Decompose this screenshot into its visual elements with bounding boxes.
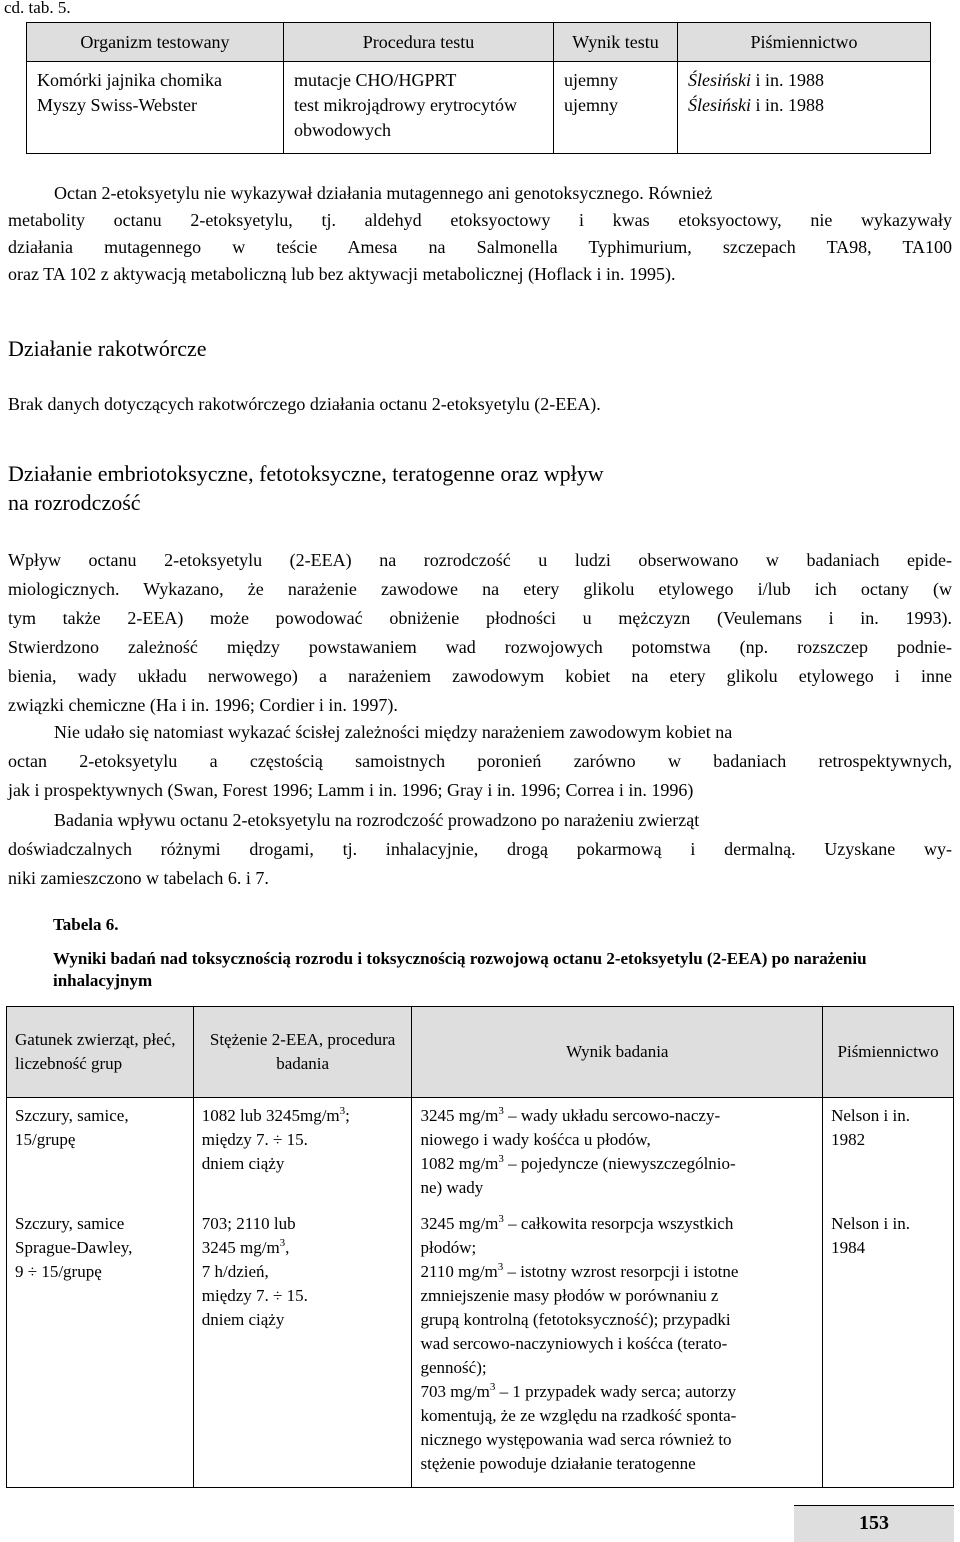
column-header: Wynik badania xyxy=(412,1007,823,1098)
column-header: Piśmiennictwo xyxy=(823,1007,954,1098)
exposure-cell: 703; 2110 lub 3245 $mg/m^3$, 7 h/dzień, między 7. ÷ 15. dniem ciąży xyxy=(193,1206,412,1488)
table-header-row xyxy=(27,23,931,62)
paragraph-abortion: Nie udało się natomiast wykazać ścisłej zależności między narażeniem zawodowym kobiet na octan 2-etoksyetylu a częstością samoistnych poronień zarówno w badaniach retrospektywnych, jak i prospektywnych (Swan, Forest 1996; Lamm i in. 1996; Gray i in. 1996; Correa i in. 1996) xyxy=(8,722,952,800)
organism-cell xyxy=(27,62,284,154)
species-cell: Szczury, samice, 15/grupę xyxy=(7,1098,194,1207)
paragraph-animal-studies: Badania wpływu octanu 2-etoksyetylu na rozrodczość prowadzono po narażeniu zwierząt doświadczalnych różnymi drogami, tj. inhalacyjnie, drogą pokarmową i dermalną. Uzyskane wy- niki zamieszczono w tabelach 6. i 7. xyxy=(8,810,952,888)
column-header: Procedura testu xyxy=(284,23,554,62)
table-row xyxy=(7,1098,954,1207)
result-value: ujemny xyxy=(564,70,618,90)
page-number-rule xyxy=(794,1505,954,1506)
paragraph-carcinogenic: Brak danych dotyczących rakotwórczego działania octanu 2-etoksyetylu (2-EEA). xyxy=(8,394,601,414)
reference-cell xyxy=(678,62,931,154)
organism-value: Myszy Swiss-Webster xyxy=(37,95,198,115)
result-value: ujemny xyxy=(564,95,618,115)
column-header: Gatunek zwierząt, płeć, liczebność grup xyxy=(7,1007,194,1098)
table-row xyxy=(27,62,931,154)
table-6-label: Tabela 6. xyxy=(53,915,119,934)
table-6 xyxy=(6,1006,954,1488)
exposure-cell: 1082 lub $3245mg/m^3$; między 7. ÷ 15. dniem ciąży xyxy=(193,1098,412,1207)
procedure-value: mutacje CHO/HGPRT xyxy=(294,70,457,90)
procedure-cell xyxy=(284,62,554,154)
procedure-value: obwodowych xyxy=(294,120,391,140)
result-cell: 3245 $mg/m^3$ – wady układu sercowo-naczy- niowego i wady kośćca u płodów, 1082 $mg/m^3$ – pojedyncze (niewyszczególnio- ne) wady xyxy=(412,1098,823,1207)
page-number: 153 xyxy=(794,1505,954,1542)
paragraph-mutagenicity: Octan 2-etoksyetylu nie wykazywał działania mutagennego ani genotoksycznego. Również metabolity octanu 2-etoksyetylu, tj. aldehyd etoksyoctowy i kwas etoksyoctowy, nie wykazywały działania mutagennego w teście Amesa na Salmonella Typhimurium, szczepach TA98, TA100 oraz TA 102 z aktywacją metaboliczną lub bez aktywacji metabolicznej (Hoflack i in. 1995). xyxy=(8,183,952,284)
reference-value: Ślesiński i in. 1988 xyxy=(688,70,825,90)
table-5-continuation xyxy=(26,22,931,154)
section-heading-carcinogenic: Działanie rakotwórcze xyxy=(8,336,207,361)
table-header-row xyxy=(7,1007,954,1098)
column-header: Wynik testu xyxy=(554,23,678,62)
continuation-label: cd. tab. 5. xyxy=(4,0,71,17)
paragraph-reproductive-humans: Wpływ octanu 2-etoksyetylu (2-EEA) na rozrodczość u ludzi obserwowano w badaniach epide- miologicznych. Wykazano, że narażenie zawodowe na etery glikolu etylowego i/lub ich octany (w tym także 2-EEA) może powodować obniżenie płodności u mężczyzn (Veulemans i in. 1993). Stwierdzono zależność między powstawaniem wad rozwojowych potomstwa (np. rozszczep podnie- bienia, wady układu nerwowego) a narażeniem zawodowym kobiet na etery glikolu etylowego i inne związki chemiczne (Ha i in. 1996; Cordier i in. 1997). xyxy=(8,550,952,715)
result-cell xyxy=(554,62,678,154)
column-header: Piśmiennictwo xyxy=(678,23,931,62)
reference-cell: Nelson i in. 1982 xyxy=(823,1098,954,1207)
reference-value: Ślesiński i in. 1988 xyxy=(688,95,825,115)
table-row xyxy=(7,1206,954,1488)
reference-cell: Nelson i in. 1984 xyxy=(823,1206,954,1488)
organism-value: Komórki jajnika chomika xyxy=(37,70,222,90)
table-6-title: Wyniki badań nad toksycznością rozrodu i toksycznością rozwojową octanu 2-etoksyetylu (2-EEA) po narażeniu inhalacyjnym xyxy=(53,949,867,990)
species-cell: Szczury, samice Sprague-Dawley, 9 ÷ 15/grupę xyxy=(7,1206,194,1488)
column-header: Stężenie 2-EEA, procedura badania xyxy=(193,1007,412,1098)
procedure-value: test mikrojądrowy erytrocytów xyxy=(294,95,517,115)
result-cell: 3245 $mg/m^3$ – całkowita resorpcja wszystkich płodów; 2110 $mg/m^3$ – istotny wzrost resorpcji i istotne zmniejszenie masy płodów w porównaniu z grupą kontrolną (fetotoksyczność); przypadki wad sercowo-naczyniowych i kośćca (terato- genność); 703 $mg/m^3 - 1$ przypadek wady serca; autorzy komentują, że ze względu na rzadkość sponta- nicznego występowania wad serca również to stężenie powoduje działanie teratogenne xyxy=(412,1206,823,1488)
column-header: Organizm testowany xyxy=(27,23,284,62)
section-heading-reproductive: Działanie embriotoksyczne, fetotoksyczne, teratogenne oraz wpływ na rozrodczość xyxy=(8,461,604,515)
